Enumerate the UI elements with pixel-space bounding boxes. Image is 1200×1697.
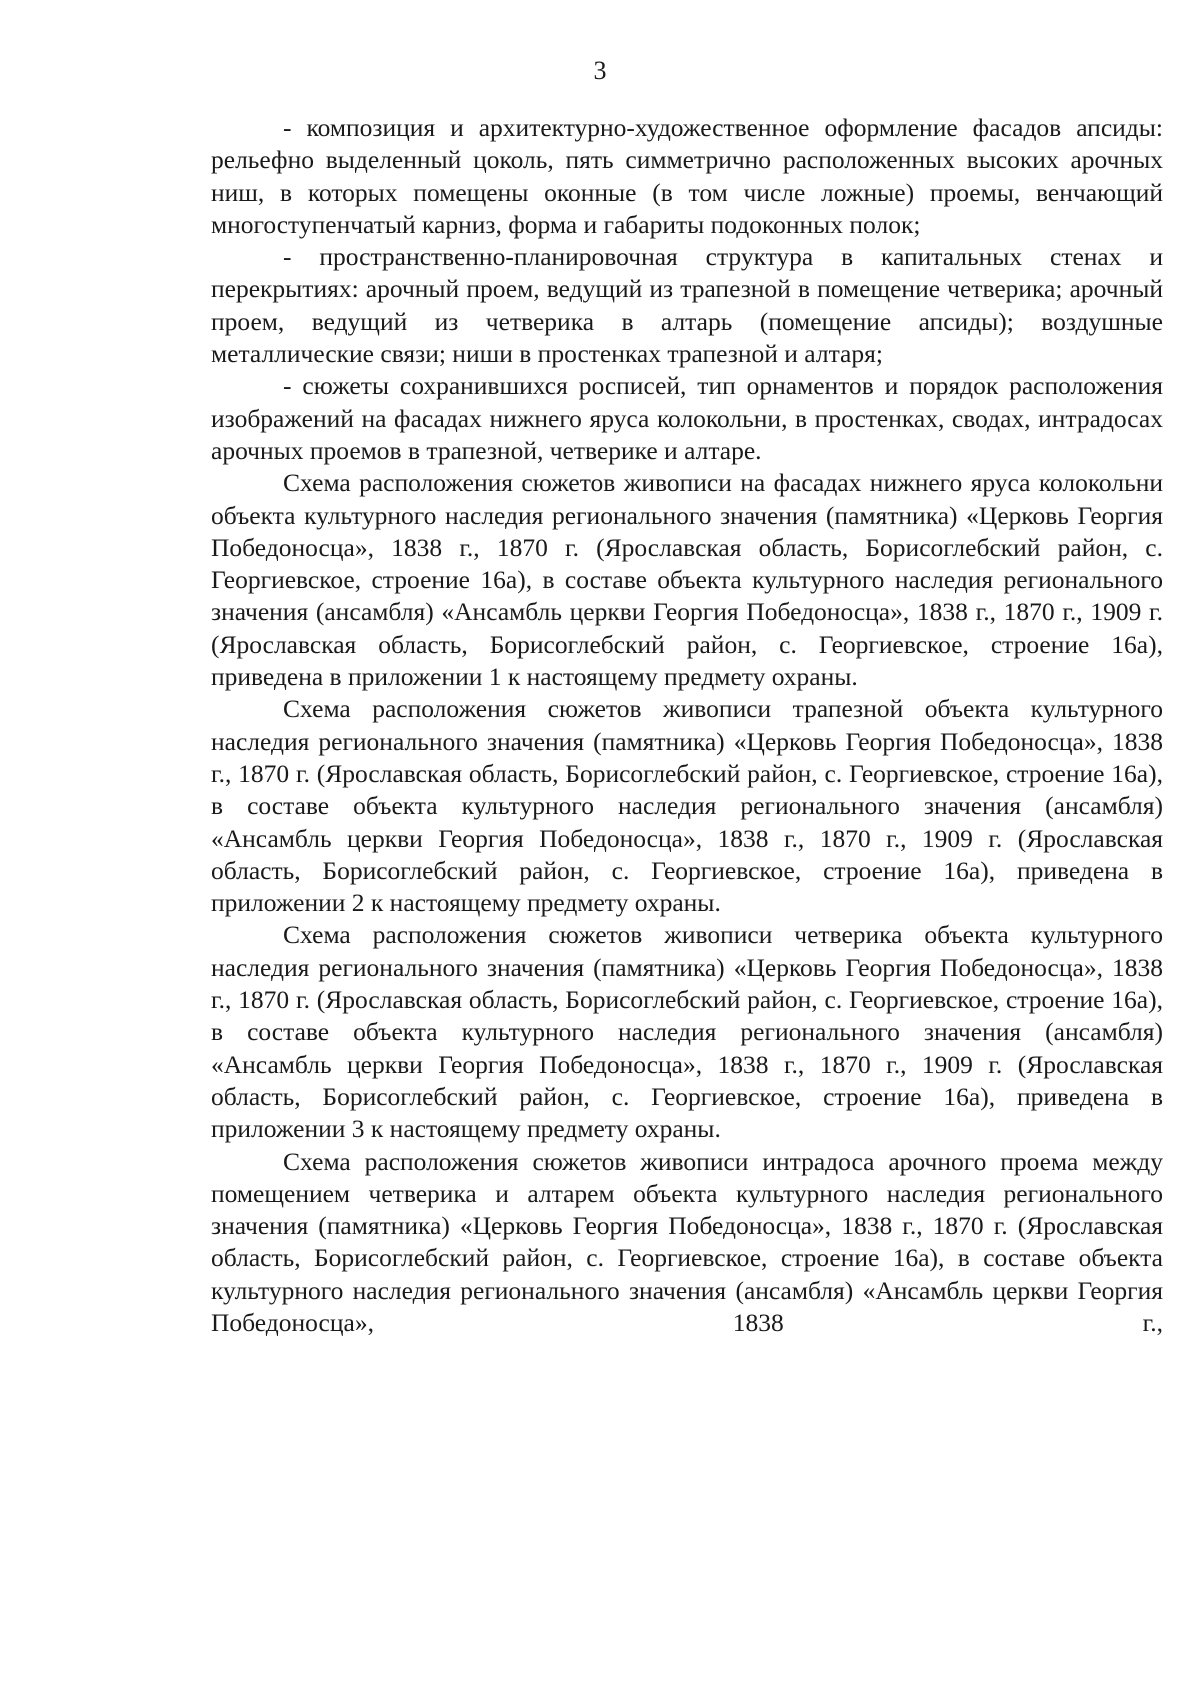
paragraph-intrados: Схема расположения сюжетов живописи интрадоса арочного проема между помещением четверика и алтарем объекта культурного наследия регионального значения (памятника) «Церковь Георгия Победоносца», 1838 г., 1870 г. (Ярославская область, Борисоглебский район, с. Георгиевское, строение 16а), в составе объекта культурного наследия регионального значения (ансамбля) «Ансамбль церкви Георгия Победоносца», 1838 г., bbox=[211, 1146, 1163, 1337]
document-body bbox=[211, 112, 1163, 1339]
paragraph-appendix-3: Схема расположения сюжетов живописи четверика объекта культурного наследия регионального значения (памятника) «Церковь Георгия Победоносца», 1838 г., 1870 г. (Ярославская область, Борисоглебский район, с. Георгиевское, строение 16а), в составе объекта культурного наследия регионального значения (ансамбля) «Ансамбль церкви Георгия Победоносца», 1838 г., 1870 г., 1909 г. (Ярославская область, Борисоглебский район, с. Георгиевское, строение 16а), приведена в приложении 3 к настоящему предмету охраны. bbox=[211, 920, 1163, 1144]
paragraph-appendix-1: Схема расположения сюжетов живописи на фасадах нижнего яруса колокольни объекта культурного наследия регионального значения (памятника) «Церковь Георгия Победоносца», 1838 г., 1870 г. (Ярославская область, Борисоглебский район, с. Георгиевское, строение 16а), в составе объекта культурного наследия регионального значения (ансамбля) «Ансамбль церкви Георгия Победоносца», 1838 г., 1870 г., 1909 г. (Ярославская область, Борисоглебский район, с. Георгиевское, строение 16а), приведена в приложении 1 к настоящему предмету охраны. bbox=[211, 468, 1163, 692]
paragraph-facade-composition: - композиция и архитектурно-художественное оформление фасадов апсиды: рельефно выделенный цоколь, пять симметрично расположенных высоких арочных ниш, в которых помещены оконные (в том числе ложные) проемы, венчающий многоступенчатый карниз, форма и габариты подоконных полок; bbox=[211, 113, 1163, 239]
paragraph-paintings: - сюжеты сохранившихся росписей, тип орнаментов и порядок расположения изображений на фасадах нижнего яруса колокольни, в простенках, сводах, интрадосах арочных проемов в трапезной, четверике и алтаре. bbox=[211, 371, 1163, 465]
page-number: 3 bbox=[593, 56, 607, 85]
paragraph-appendix-2: Схема расположения сюжетов живописи трапезной объекта культурного наследия регионального значения (памятника) «Церковь Георгия Победоносца», 1838 г., 1870 г. (Ярославская область, Борисоглебский район, с. Георгиевское, строение 16а), в составе объекта культурного наследия регионального значения (ансамбля) «Ансамбль церкви Георгия Победоносца», 1838 г., 1870 г., 1909 г. (Ярославская область, Борисоглебский район, с. Георгиевское, строение 16а), приведена в приложении 2 к настоящему предмету охраны. bbox=[211, 694, 1163, 918]
paragraph-spatial-structure: - пространственно-планировочная структура в капитальных стенах и перекрытиях: арочный проем, ведущий из трапезной в помещение четверика; арочный проем, ведущий из четверика в алтарь (помещение апсиды); воздушные металлические связи; ниши в простенках трапезной и алтаря; bbox=[211, 242, 1163, 369]
